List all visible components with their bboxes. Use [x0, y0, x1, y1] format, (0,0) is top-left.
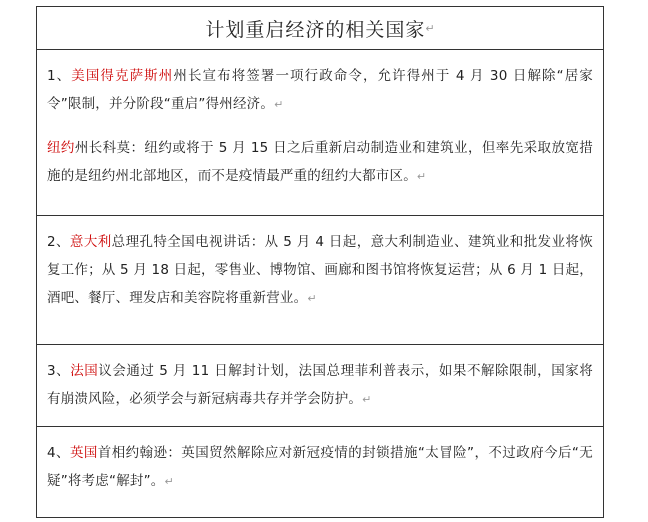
country-name-new-york: 纽约 — [47, 140, 75, 156]
country-name-texas: 美国得克萨斯州 — [71, 68, 174, 84]
paragraph-new-york — [47, 134, 593, 191]
title-row — [37, 7, 603, 49]
item-text: 首相约翰逊：英国贸然解除应对新冠疫情的封锁措施“太冒险”，不过政府今后“无疑”将考虑“解封”。 — [47, 445, 593, 489]
paragraph-mark-icon: ↵ — [307, 292, 317, 305]
item-number: 4、 — [47, 445, 70, 461]
countries-table — [36, 6, 604, 518]
paragraph-texas — [47, 62, 593, 119]
table-title: 计划重启经济的相关国家 — [205, 18, 426, 41]
table-row-france — [37, 344, 603, 426]
country-name-france: 法国 — [70, 363, 99, 379]
item-text: 州长科莫：纽约或将于 5 月 15 日之后重新启动制造业和建筑业，但率先采取放宽措施的是纽约州北部地区，而不是疫情最严重的纽约大都市区。 — [47, 140, 593, 184]
country-name-italy: 意大利 — [69, 234, 112, 250]
item-number: 3、 — [47, 363, 71, 379]
paragraph-mark-icon: ↵ — [425, 21, 435, 35]
paragraph-mark-icon: ↵ — [164, 475, 174, 488]
item-number: 1、 — [47, 68, 72, 84]
item-text: 州长宣布将签署一项行政命令，允许得州于 4 月 30 日解除“居家令”限制，并分阶段“重启”得州经济。 — [47, 68, 593, 112]
paragraph-mark-icon: ↵ — [362, 393, 372, 406]
paragraph-mark-icon: ↵ — [274, 98, 284, 111]
paragraph-uk — [47, 439, 593, 496]
table-row-italy — [37, 215, 603, 344]
table-row-usa — [37, 49, 603, 215]
paragraph-france — [47, 357, 593, 414]
table-row-uk — [37, 426, 603, 517]
item-text: 总理孔特全国电视讲话：从 5 月 4 日起，意大利制造业、建筑业和批发业将恢复工作；从 5 月 18 日起，零售业、博物馆、画廊和图书馆将恢复运营；从 6 月 1 日起，酒吧、餐厅、理发店和美容院将重新营业。 — [47, 234, 593, 306]
country-name-uk: 英国 — [69, 445, 98, 461]
paragraph-mark-icon: ↵ — [416, 170, 427, 183]
paragraph-italy — [47, 228, 593, 313]
item-number: 2、 — [47, 234, 70, 250]
item-text: 议会通过 5 月 11 日解封计划，法国总理菲利普表示，如果不解除限制，国家将有崩溃风险，必须学会与新冠病毒共存并学会防护。 — [47, 363, 594, 407]
